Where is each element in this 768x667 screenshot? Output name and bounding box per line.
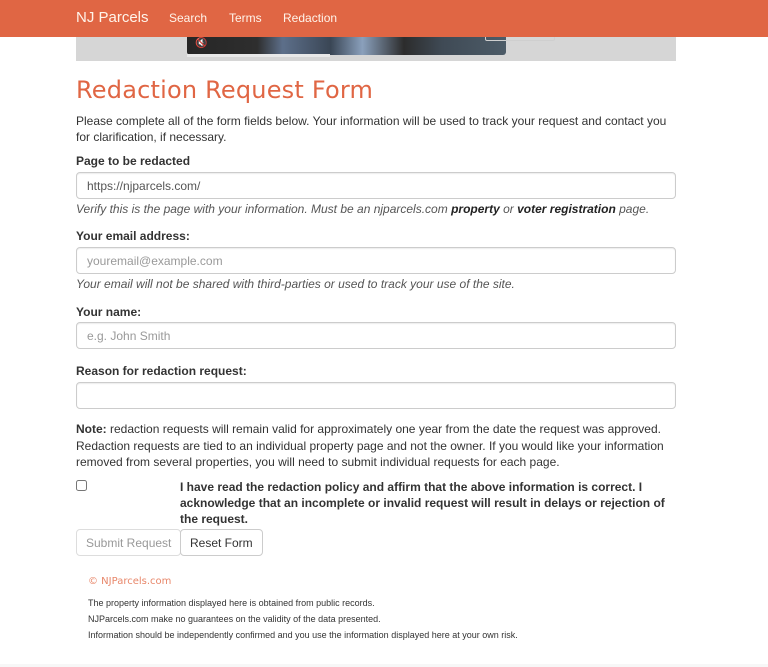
nav-search[interactable]: Search xyxy=(169,11,208,25)
affirm-label[interactable]: I have read the redaction policy and affirm that the above information is correct. I acknowledge that an incomplete or invalid request will result in delays or rejection of the request. xyxy=(180,480,665,526)
intro-text: Please complete all of the form fields below. Your information will be used to track your request and contact you for clarification, if necessary. xyxy=(76,114,667,144)
email-label: Your email address: xyxy=(76,229,190,243)
reset-form-button[interactable]: Reset Form xyxy=(180,529,263,556)
name-input[interactable] xyxy=(76,322,676,349)
ad-banner xyxy=(76,37,676,61)
reason-label: Reason for redaction request: xyxy=(76,364,247,378)
footer-copyright: © NJParcels.com xyxy=(88,576,172,587)
submit-request-button[interactable]: Submit Request xyxy=(76,529,181,556)
footer-disclaimer-2: NJParcels.com make no guarantees on the validity of the data presented. xyxy=(88,614,381,624)
footer-disclaimer-3: Information should be independently confirmed and you use the information displayed here at your own risk. xyxy=(88,630,518,640)
name-label: Your name: xyxy=(76,305,142,319)
reason-input[interactable] xyxy=(76,382,676,409)
brand-link[interactable]: NJ Parcels xyxy=(76,9,149,26)
top-navbar xyxy=(0,0,768,37)
email-input[interactable] xyxy=(76,247,676,274)
help-text: or xyxy=(499,202,518,216)
mute-icon[interactable]: 🔇 xyxy=(195,38,208,49)
redaction-note xyxy=(76,421,680,471)
nav-redaction[interactable]: Redaction xyxy=(283,11,338,25)
page-url-input[interactable] xyxy=(76,172,676,199)
video-progress-bar xyxy=(187,54,330,57)
page-to-redact-label: Page to be redacted xyxy=(76,154,191,168)
page-url-help xyxy=(76,202,649,216)
footer-disclaimer-1: The property information displayed here is obtained from public records. xyxy=(88,598,375,608)
page-title: Redaction Request Form xyxy=(76,76,374,104)
affirm-checkbox[interactable] xyxy=(76,480,87,491)
ad-video-player[interactable] xyxy=(187,37,506,55)
help-text: Verify this is the page with your information. Must be an njparcels.com xyxy=(76,202,452,216)
help-bold-voter: voter registration xyxy=(517,202,616,216)
note-text: redaction requests will remain valid for approximately one year from the date the request was approved. Redaction requests are tied to an individual property page and not the owner. If you would like your information removed from several properties, you will need to submit individual requests for each page. xyxy=(76,422,664,469)
nav-terms[interactable]: Terms xyxy=(229,11,262,25)
help-text: page. xyxy=(615,202,650,216)
note-label: Note: xyxy=(76,422,107,436)
email-help: Your email will not be shared with third-parties or used to track your use of the site. xyxy=(76,277,515,291)
help-bold-property: property xyxy=(451,202,500,216)
